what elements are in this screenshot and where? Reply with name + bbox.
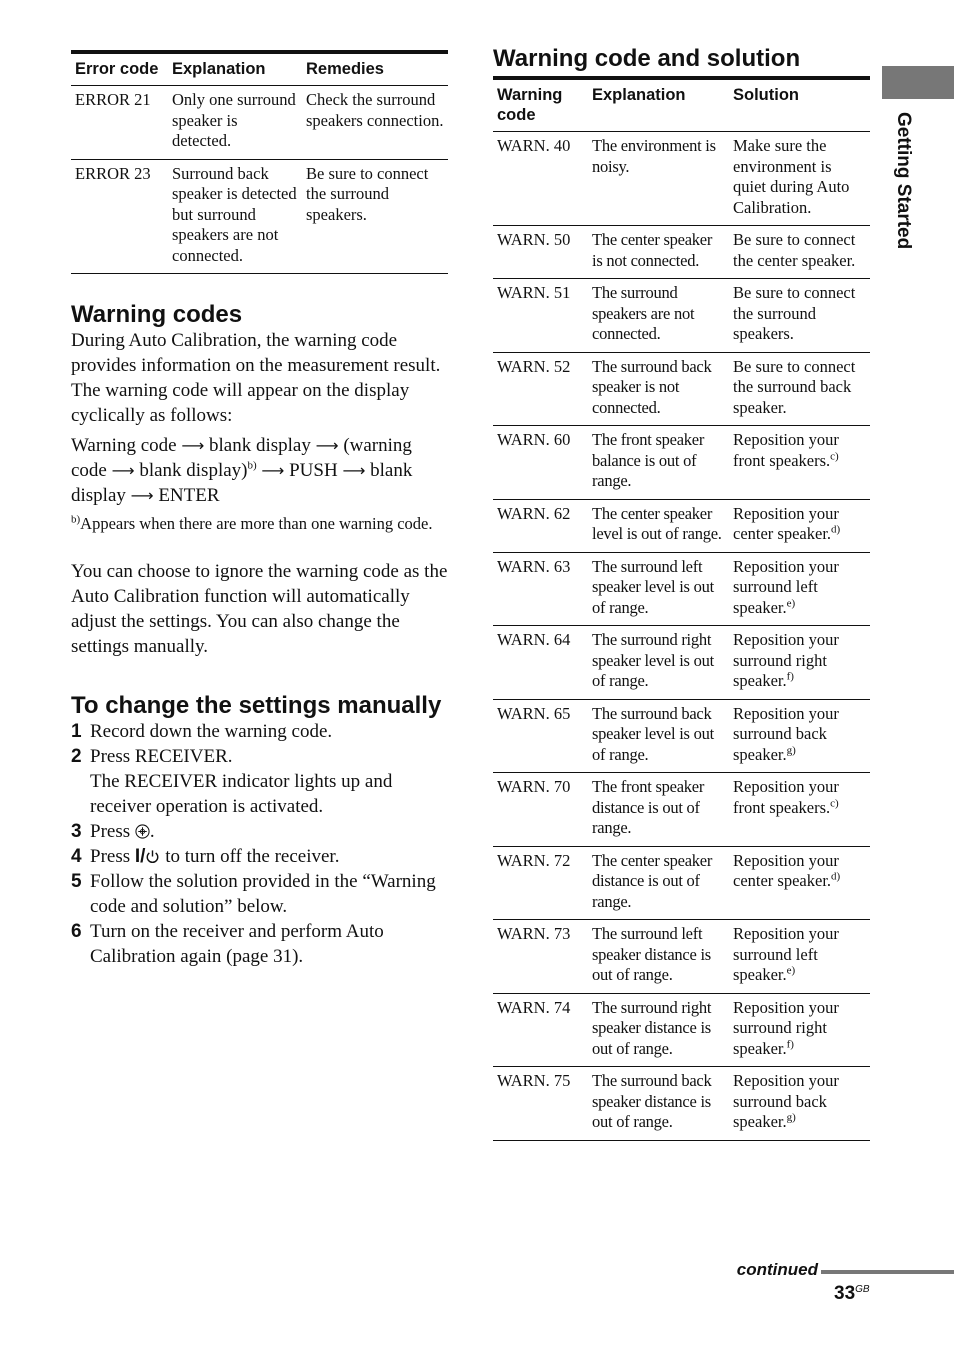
warning-explanation: The center speaker distance is out of range. bbox=[592, 850, 713, 911]
footnote-marker: g) bbox=[786, 1111, 796, 1124]
warning-code-table bbox=[493, 76, 870, 1141]
warning-explanation: The surround back speaker distance is out of range. bbox=[592, 1071, 712, 1131]
warning-code: WARN. 62 bbox=[497, 503, 571, 523]
warning-solution bbox=[729, 993, 870, 1067]
warning-explanation: The environment is noisy. bbox=[592, 136, 716, 176]
arrow-right-icon: ⟶ bbox=[111, 461, 135, 480]
step-number: 3 bbox=[71, 821, 82, 842]
step-text: Press bbox=[90, 821, 135, 842]
solution-text: Reposition your surround right speaker. bbox=[733, 997, 839, 1058]
section-tab-marker bbox=[882, 66, 954, 99]
sequence-step: blank display bbox=[209, 435, 311, 456]
table-row bbox=[493, 279, 870, 353]
table-row bbox=[493, 699, 870, 773]
warning-solution bbox=[729, 352, 870, 426]
warning-code: WARN. 64 bbox=[497, 630, 571, 649]
table-row bbox=[493, 993, 870, 1067]
table-row bbox=[71, 159, 448, 274]
table-row bbox=[493, 846, 870, 920]
warning-solution bbox=[729, 279, 870, 353]
step-item bbox=[71, 844, 448, 869]
arrow-right-icon: ⟶ bbox=[342, 461, 366, 480]
footnote-marker: b) bbox=[247, 459, 257, 472]
solution-text: Reposition your surround left speaker. bbox=[733, 924, 839, 984]
right-column bbox=[493, 44, 870, 1141]
header-explanation: Explanation bbox=[172, 60, 266, 78]
table-row bbox=[493, 626, 870, 700]
sequence-step: ENTER bbox=[158, 485, 220, 506]
warning-solution bbox=[729, 699, 870, 773]
warning-explanation: The surround right speaker distance is out of range. bbox=[592, 997, 712, 1058]
warning-solution bbox=[729, 1067, 870, 1141]
step-text: to turn off the receiver. bbox=[160, 846, 340, 867]
solution-text: Be sure to connect the center speaker. bbox=[733, 230, 856, 270]
error-explanation: Only one surround speaker is detected. bbox=[172, 90, 296, 150]
footnote-marker: b) bbox=[71, 513, 81, 526]
error-remedy: Check the surround speakers connection. bbox=[306, 90, 444, 130]
table-row bbox=[493, 499, 870, 552]
warning-code: WARN. 72 bbox=[497, 850, 571, 870]
step-number: 1 bbox=[71, 721, 82, 742]
step-text: Record down the warning code. bbox=[90, 721, 333, 742]
step-subtext: The RECEIVER indicator lights up and receiver operation is activated. bbox=[90, 771, 393, 817]
solution-text: Reposition your surround right speaker. bbox=[733, 630, 839, 690]
warning-code: WARN. 74 bbox=[497, 997, 571, 1017]
warning-code: WARN. 63 bbox=[497, 556, 571, 576]
warning-solution bbox=[729, 132, 870, 226]
continued-label: continued bbox=[736, 1260, 818, 1279]
error-explanation: Surround back speaker is detected but surround speakers are not connected. bbox=[172, 163, 297, 265]
footnote-marker: e) bbox=[786, 964, 796, 977]
power-label: I/ bbox=[134, 846, 146, 867]
warning-explanation: The center speaker is not connected. bbox=[592, 230, 713, 270]
warning-code: WARN. 70 bbox=[497, 777, 571, 796]
step-number: 6 bbox=[71, 921, 82, 942]
solution-text: Reposition your center speaker. bbox=[733, 850, 839, 890]
page-number-value: 33 bbox=[834, 1283, 856, 1304]
page-number bbox=[834, 1283, 870, 1305]
step-text: Turn on the receiver and perform Auto Calibration again (page 31). bbox=[90, 921, 384, 967]
warning-code: WARN. 40 bbox=[497, 136, 571, 155]
solution-text: Be sure to connect the surround back speaker. bbox=[733, 356, 856, 417]
warning-code: WARN. 51 bbox=[497, 283, 571, 302]
step-item bbox=[71, 869, 448, 919]
warning-code: WARN. 52 bbox=[497, 356, 571, 376]
warning-sequence bbox=[71, 433, 448, 508]
step-text: Press bbox=[90, 846, 135, 867]
change-settings-heading: To change the settings manually bbox=[71, 692, 442, 719]
warning-solution bbox=[729, 499, 870, 552]
section-label: Getting Started bbox=[893, 112, 914, 250]
warning-table-header bbox=[493, 78, 870, 132]
warning-explanation: The surround right speaker level is out of range. bbox=[592, 630, 714, 690]
solution-text: Make sure the environment is quiet during Auto Calibration. bbox=[733, 136, 850, 217]
solution-text: Reposition your front speakers. bbox=[733, 777, 839, 817]
header-solution: Solution bbox=[733, 86, 799, 104]
error-code: ERROR 21 bbox=[75, 90, 151, 109]
table-row bbox=[493, 132, 870, 226]
footnote bbox=[71, 512, 448, 535]
solution-text: Reposition your surround left speaker. bbox=[733, 556, 839, 617]
warning-table-body bbox=[493, 132, 870, 1141]
step-number: 2 bbox=[71, 746, 82, 767]
footnote-text: Appears when there are more than one warning code. bbox=[80, 514, 433, 533]
error-remedy: Be sure to connect the surround speakers. bbox=[306, 163, 429, 224]
step-text: . bbox=[149, 821, 155, 842]
warning-codes-heading: Warning codes bbox=[71, 301, 243, 328]
footnote-marker: f) bbox=[786, 1038, 794, 1050]
header-warning-code: Warning code bbox=[497, 86, 563, 124]
solution-text: Reposition your surround back speaker. bbox=[733, 1071, 839, 1131]
error-code-table bbox=[71, 50, 448, 274]
warning-code: WARN. 73 bbox=[497, 924, 571, 943]
sequence-step: PUSH bbox=[289, 460, 338, 481]
solution-text: Reposition your center speaker. bbox=[733, 503, 839, 543]
step-item bbox=[71, 744, 448, 819]
arrow-right-icon: ⟶ bbox=[181, 436, 205, 455]
footnote-marker: e) bbox=[786, 597, 796, 609]
warning-solution bbox=[729, 226, 870, 279]
footnote-marker: f) bbox=[786, 670, 794, 683]
warning-solution bbox=[729, 426, 870, 500]
error-code: ERROR 23 bbox=[75, 163, 151, 183]
step-text: Press RECEIVER. bbox=[90, 746, 233, 767]
left-column bbox=[71, 50, 448, 969]
warning-explanation: The surround back speaker is not connected. bbox=[592, 356, 712, 417]
warning-solution bbox=[729, 552, 870, 626]
step-item bbox=[71, 719, 448, 744]
sequence-step: Warning code bbox=[71, 435, 177, 456]
footnote-marker: c) bbox=[830, 797, 839, 809]
warning-code: WARN. 60 bbox=[497, 430, 571, 449]
step-number: 4 bbox=[71, 846, 82, 867]
table-row bbox=[493, 920, 870, 994]
enter-button-icon bbox=[135, 824, 150, 839]
solution-text: Be sure to connect the surround speakers. bbox=[733, 283, 856, 343]
warning-code: WARN. 50 bbox=[497, 230, 571, 249]
sequence-step: (warning code bbox=[71, 435, 412, 481]
warning-codes-intro: During Auto Calibration, the warning code provides information on the measurement result. The warning code will appear on the display cyclically as follows: bbox=[71, 330, 441, 426]
table-row bbox=[493, 426, 870, 500]
warning-solution bbox=[729, 846, 870, 920]
ignore-warning-text: You can choose to ignore the warning code as the Auto Calibration function will automatically adjust the settings. You can also change the settings manually. bbox=[71, 561, 448, 657]
warning-explanation: The center speaker level is out of range. bbox=[592, 503, 722, 543]
step-number: 5 bbox=[71, 871, 82, 892]
step-text: Follow the solution provided in the “Warning code and solution” below. bbox=[90, 871, 436, 917]
warning-solution bbox=[729, 920, 870, 994]
solution-text: Reposition your front speakers. bbox=[733, 430, 839, 470]
warning-explanation: The surround speakers are not connected. bbox=[592, 283, 695, 343]
arrow-right-icon: ⟶ bbox=[315, 436, 339, 455]
warning-code: WARN. 65 bbox=[497, 703, 571, 723]
footnote-marker: g) bbox=[786, 744, 796, 756]
step-item bbox=[71, 919, 448, 969]
warning-table-title: Warning code and solution bbox=[493, 45, 801, 72]
solution-text: Reposition your surround back speaker. bbox=[733, 703, 839, 764]
table-row bbox=[493, 1067, 870, 1141]
warning-explanation: The surround left speaker level is out of range. bbox=[592, 556, 714, 617]
steps-list bbox=[71, 719, 448, 969]
error-table-header bbox=[71, 52, 448, 86]
warning-explanation: The front speaker balance is out of range. bbox=[592, 430, 705, 490]
step-item bbox=[71, 819, 448, 844]
arrow-right-icon: ⟶ bbox=[261, 461, 285, 480]
warning-explanation: The surround left speaker distance is out of range. bbox=[592, 924, 711, 984]
table-row bbox=[71, 86, 448, 160]
table-row bbox=[493, 552, 870, 626]
warning-explanation: The front speaker distance is out of range. bbox=[592, 777, 705, 837]
warning-explanation: The surround back speaker level is out of range. bbox=[592, 703, 714, 764]
page-suffix: GB bbox=[855, 1284, 870, 1295]
continued-bar bbox=[821, 1270, 954, 1274]
table-row bbox=[493, 352, 870, 426]
sequence-step: blank display bbox=[71, 460, 413, 506]
table-row bbox=[493, 226, 870, 279]
footnote-marker: c) bbox=[830, 450, 839, 462]
power-icon bbox=[145, 849, 160, 864]
arrow-right-icon: ⟶ bbox=[130, 486, 154, 505]
table-row bbox=[493, 773, 870, 847]
footnote-marker: d) bbox=[831, 870, 841, 883]
header-explanation: Explanation bbox=[592, 86, 686, 104]
header-error-code: Error code bbox=[75, 60, 159, 78]
sequence-step: blank display) bbox=[139, 460, 248, 481]
footnote-marker: d) bbox=[831, 523, 841, 536]
warning-solution bbox=[729, 626, 870, 700]
header-remedies: Remedies bbox=[306, 60, 384, 78]
warning-code: WARN. 75 bbox=[497, 1071, 571, 1090]
warning-solution bbox=[729, 773, 870, 847]
